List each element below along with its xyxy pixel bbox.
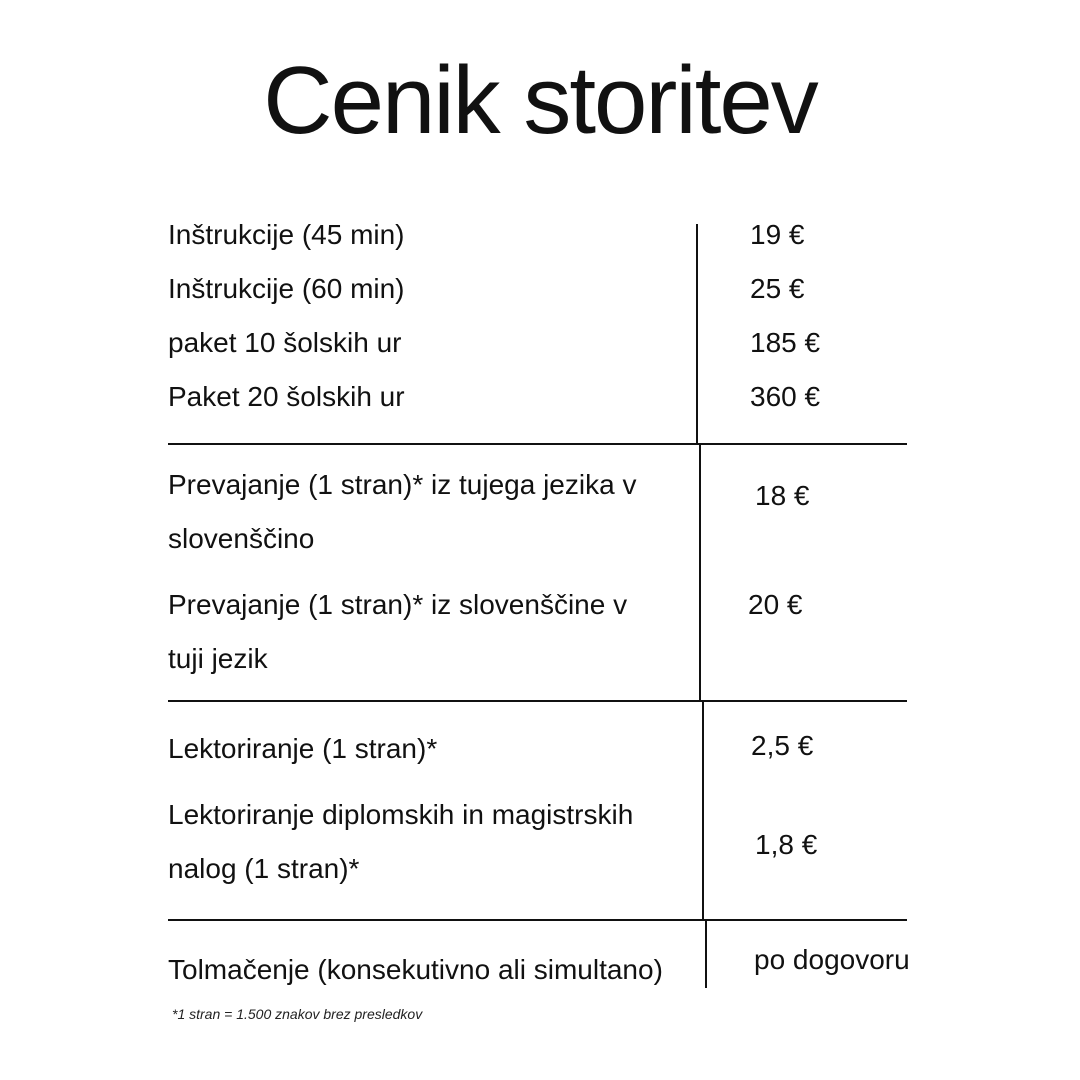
footnote: *1 stran = 1.500 znakov brez presledkov bbox=[172, 1006, 423, 1022]
price-interpreting: po dogovoru bbox=[754, 944, 910, 975]
service-translation-to-slovene-line1: Prevajanje (1 stran)* iz tujega jezika v bbox=[168, 469, 637, 500]
price-package-10: 185 € bbox=[750, 327, 821, 358]
service-translation-from-slovene-line1: Prevajanje (1 stran)* iz slovenščine v bbox=[168, 589, 628, 620]
price-proofreading-thesis: 1,8 € bbox=[755, 829, 818, 860]
service-proofreading: Lektoriranje (1 stran)* bbox=[168, 733, 438, 764]
service-tutoring-60: Inštrukcije (60 min) bbox=[168, 273, 405, 304]
column-divider-3 bbox=[702, 701, 704, 920]
price-tutoring-45: 19 € bbox=[750, 219, 805, 250]
service-tutoring-45: Inštrukcije (45 min) bbox=[168, 219, 405, 250]
service-translation-to-slovene-line2: slovenščino bbox=[168, 523, 315, 554]
service-translation-from-slovene-line2: tuji jezik bbox=[168, 643, 268, 674]
service-interpreting: Tolmačenje (konsekutivno ali simultano) bbox=[168, 954, 663, 985]
section-divider-1 bbox=[168, 443, 907, 445]
page-title: Cenik storitev bbox=[263, 47, 817, 154]
price-proofreading: 2,5 € bbox=[751, 730, 814, 761]
service-proofreading-thesis-line2: nalog (1 stran)* bbox=[168, 853, 360, 884]
price-translation-to-slovene: 18 € bbox=[755, 480, 810, 511]
section-divider-2 bbox=[168, 700, 907, 702]
price-translation-from-slovene: 20 € bbox=[748, 589, 803, 620]
service-package-20: Paket 20 šolskih ur bbox=[168, 381, 405, 412]
column-divider-2 bbox=[699, 444, 701, 701]
service-proofreading-thesis-line1: Lektoriranje diplomskih in magistrskih bbox=[168, 799, 634, 830]
price-tutoring-60: 25 € bbox=[750, 273, 805, 304]
section-divider-3 bbox=[168, 919, 907, 921]
column-divider-4 bbox=[705, 920, 707, 988]
price-package-20: 360 € bbox=[750, 381, 821, 412]
service-package-10: paket 10 šolskih ur bbox=[168, 327, 402, 358]
column-divider-1 bbox=[696, 224, 698, 444]
